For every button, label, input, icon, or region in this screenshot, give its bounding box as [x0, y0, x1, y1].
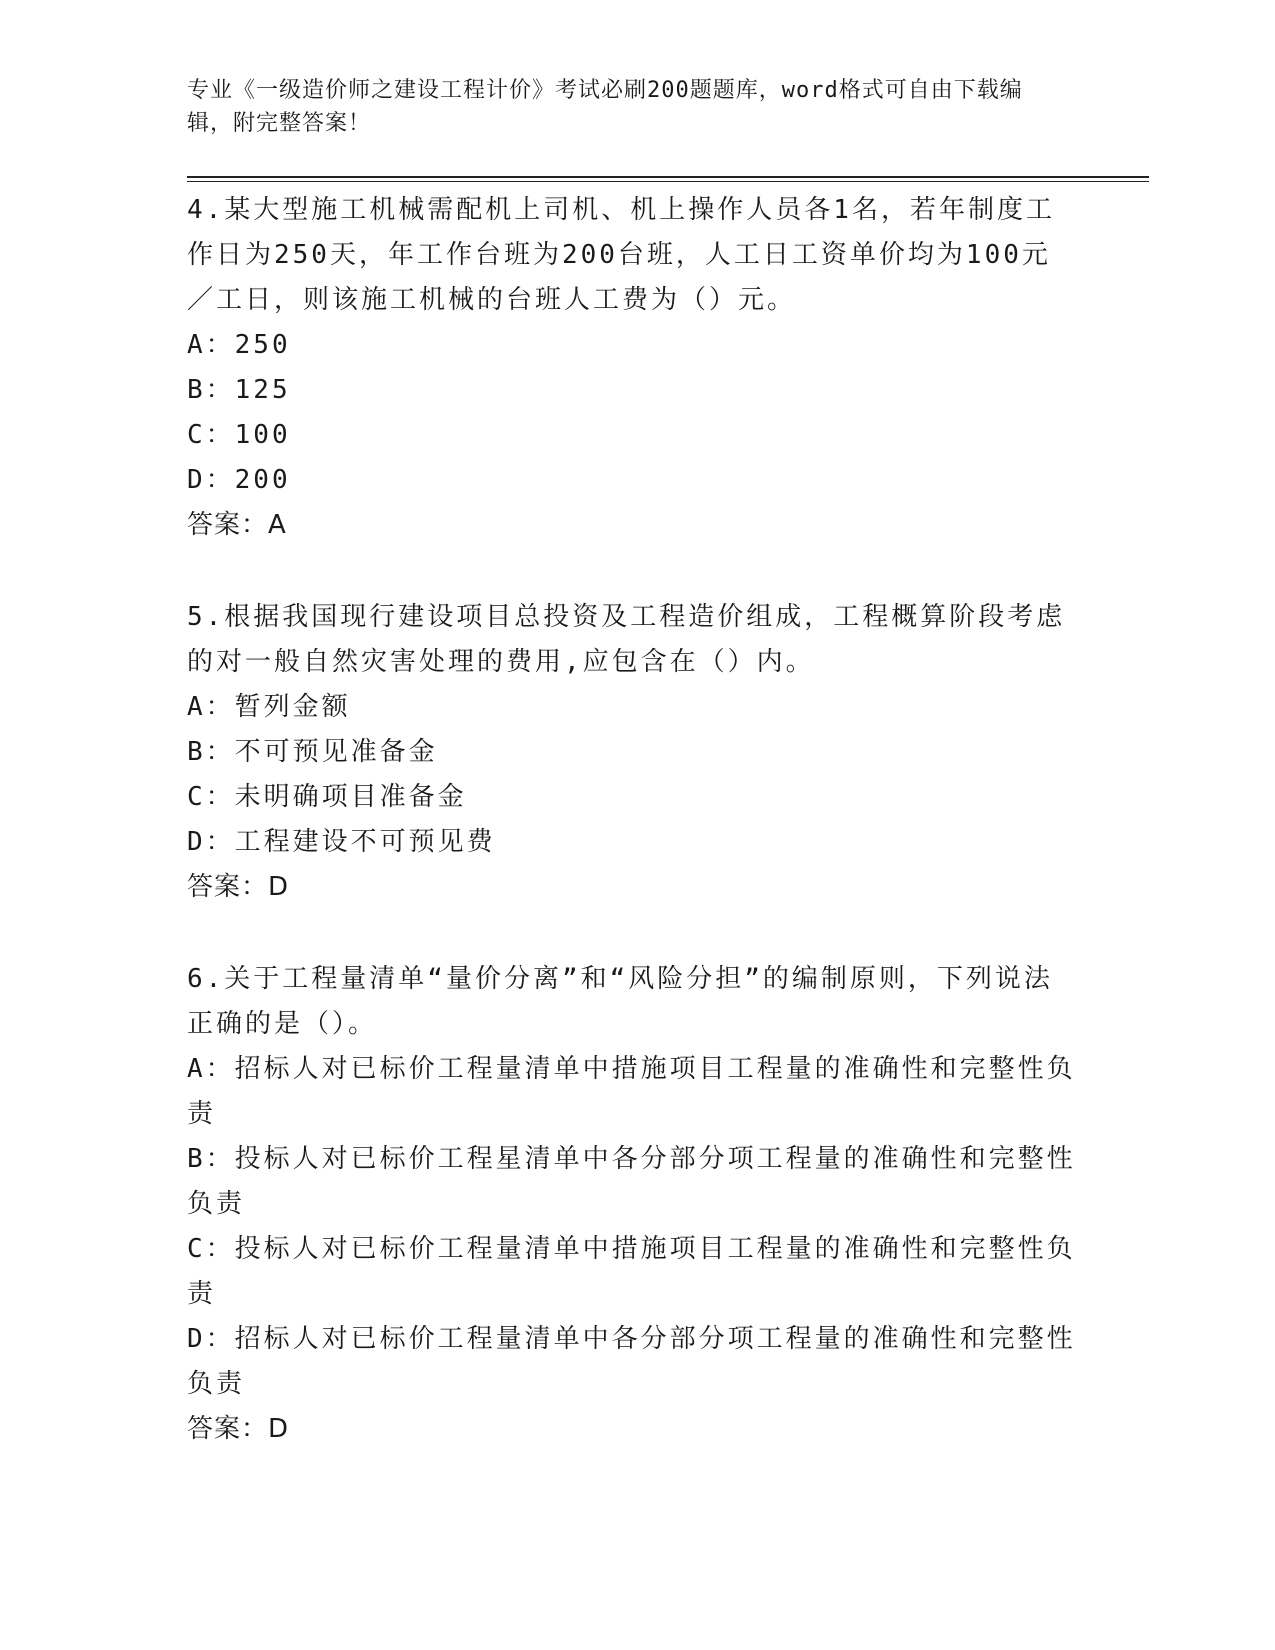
question-4 — [187, 188, 1077, 548]
header-divider-thin — [187, 181, 1149, 182]
question-6 — [187, 957, 1077, 1452]
option-b: B：投标人对已标价工程星清单中各分部分项工程量的准确性和完整性负责 — [187, 1144, 1076, 1219]
option-c: C：100 — [187, 420, 291, 450]
question-list — [187, 188, 1077, 1499]
answer-line: 答案：D — [187, 1414, 290, 1444]
question-5 — [187, 595, 1077, 910]
question-stem: 4.某大型施工机械需配机上司机、机上操作人员各1名，若年制度工作日为250天，年工作台班为200台班，人工日工资单价均为100元／工日，则该施工机械的台班人工费为（）元。 — [187, 195, 1055, 315]
question-stem: 6.关于工程量清单“量价分离”和“风险分担”的编制原则，下列说法正确的是（）。 — [187, 964, 1053, 1039]
answer-line: 答案：D — [187, 872, 290, 902]
question-stem: 5.根据我国现行建设项目总投资及工程造价组成，工程概算阶段考虑的对一般自然灾害处理的费用,应包含在（）内。 — [187, 602, 1066, 677]
option-a: A：250 — [187, 330, 291, 360]
option-a: A：暂列金额 — [187, 692, 351, 722]
answer-line: 答案：A — [187, 510, 287, 540]
option-b: B：不可预见准备金 — [187, 737, 438, 767]
option-c: C：未明确项目准备金 — [187, 782, 467, 812]
option-d: D：200 — [187, 465, 291, 495]
option-d: D：招标人对已标价工程量清单中各分部分项工程量的准确性和完整性负责 — [187, 1324, 1076, 1399]
option-d: D：工程建设不可预见费 — [187, 827, 496, 857]
option-b: B：125 — [187, 375, 291, 405]
header-divider-thick — [187, 176, 1149, 178]
option-c: C：投标人对已标价工程量清单中措施项目工程量的准确性和完整性负责 — [187, 1234, 1076, 1309]
option-a: A：招标人对已标价工程量清单中措施项目工程量的准确性和完整性负责 — [187, 1054, 1076, 1129]
document-header: 专业《一级造价师之建设工程计价》考试必刷200题题库，word格式可自由下载编辑，附完整答案！ — [187, 78, 1023, 136]
